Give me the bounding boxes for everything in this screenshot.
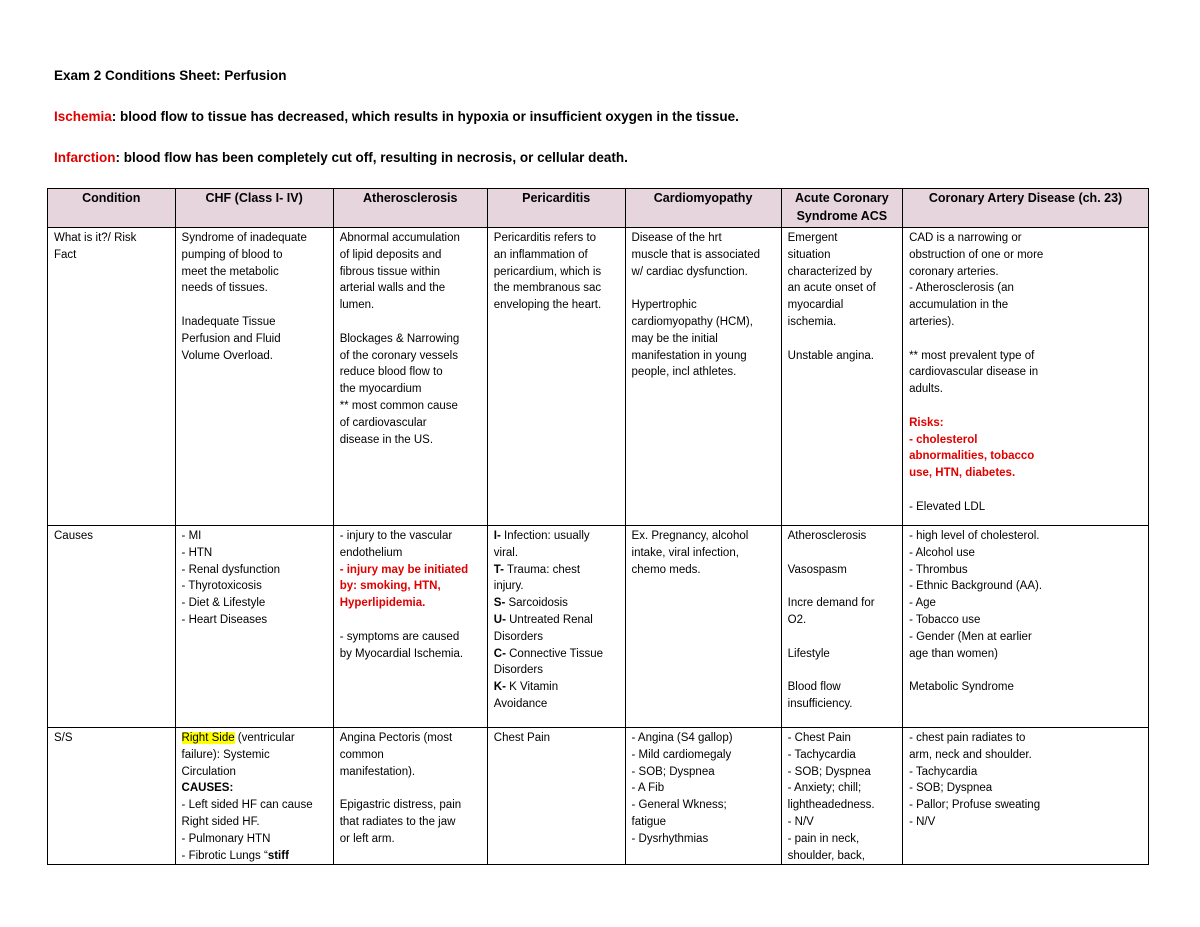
text-line: abnormalities, tobacco [909, 450, 1035, 463]
table-row-signs-symptoms [48, 728, 1149, 865]
cell-lines [788, 528, 896, 713]
text-line: that radiates to the jaw [339, 815, 456, 828]
text-line: - Pallor; Profuse sweating [909, 799, 1041, 812]
mnemonic-line [494, 578, 619, 595]
mnemonic-line [494, 562, 619, 579]
cell-cardiomyopathy [625, 728, 781, 865]
text-line: an acute onset of [787, 282, 876, 295]
text-line: O2. [787, 613, 807, 626]
text-line: reduce blood flow to [339, 366, 443, 379]
text-line: - SOB; Dyspnea [631, 765, 715, 778]
text-line: coronary arteries. [909, 265, 999, 278]
cell-atherosclerosis [333, 728, 487, 865]
text-line: Fact [54, 248, 77, 261]
text-line: arteries). [909, 315, 955, 328]
text-line: age than women) [909, 647, 998, 660]
row-label: Causes [54, 530, 93, 542]
text-line: - Dysrhythmias [631, 832, 709, 845]
text-line [909, 398, 1142, 415]
mnemonic-letter: U- [493, 613, 506, 626]
mnemonic-text: K Vitamin [505, 681, 559, 694]
text-line: - Ethnic Background (AA). [909, 580, 1043, 593]
ischemia-term: Ischemia [54, 109, 112, 124]
mnemonic-text: Untreated Renal [505, 613, 593, 626]
cell-lines [182, 797, 327, 847]
text-line: characterized by [787, 265, 873, 278]
text-line: Inadequate Tissue [181, 315, 276, 328]
text-line: failure): Systemic [181, 748, 270, 761]
text-line: Incre demand for [787, 597, 875, 610]
chf-last-text: - Fibrotic Lungs “ [181, 849, 268, 862]
cell-lines [632, 528, 775, 578]
text-line: w/ cardiac dysfunction. [631, 265, 748, 278]
text-line: cardiovascular disease in [909, 366, 1039, 379]
text-line: an inflammation of [493, 248, 588, 261]
text-line: meet the metabolic [181, 265, 279, 278]
chf-last-line [182, 848, 327, 865]
cell-lines [340, 730, 481, 848]
header-acs: Acute Coronary Syndrome ACS [781, 189, 902, 228]
cell-lines [340, 612, 481, 662]
text-line: chemo meds. [631, 563, 701, 576]
text-line [340, 314, 481, 331]
table-row-causes [48, 526, 1149, 728]
text-line: - Heart Diseases [181, 613, 268, 626]
cell-lines [909, 528, 1142, 696]
text-line: lightheadedness. [787, 799, 875, 812]
text-line: - MI [181, 530, 202, 542]
text-line: obstruction of one or more [909, 248, 1044, 261]
text-line: manifestation in young [631, 349, 747, 362]
text-line: - pain in neck, [787, 832, 860, 845]
mnemonic-text: Connective Tissue [505, 647, 604, 660]
mnemonic-text: viral. [493, 546, 519, 559]
table-header-row [48, 189, 1149, 228]
cell-label [48, 526, 176, 728]
text-line: accumulation in the [909, 299, 1009, 312]
chf-last-bold: stiff [267, 849, 289, 862]
mnemonic-line [494, 528, 619, 545]
text-line: endothelium [339, 546, 403, 559]
cell-cardiomyopathy [625, 228, 781, 526]
mnemonic-text: injury. [493, 580, 524, 593]
cell-lines [788, 730, 896, 864]
text-line: pericardium, which is [493, 265, 602, 278]
mnemonic-letter: S- [493, 597, 506, 610]
cell-lines [632, 730, 775, 848]
text-line: CAD is a narrowing or [909, 232, 1022, 244]
text-line: situation [787, 248, 831, 261]
text-line [632, 280, 775, 297]
text-line: - cholesterol [909, 433, 978, 446]
text-line: - Elevated LDL [909, 500, 986, 513]
mnemonic-letter: T- [493, 563, 505, 576]
text-line: Metabolic Syndrome [909, 681, 1014, 694]
text-line: - injury to the vascular [339, 530, 453, 542]
text-line: shoulder, back, [787, 849, 865, 862]
cell-acs [781, 228, 902, 526]
mnemonic-line [494, 612, 619, 629]
cell-atherosclerosis [333, 526, 487, 728]
cell-lines [182, 528, 327, 629]
text-line: by: smoking, HTN, [339, 580, 441, 593]
text-line: Emergent [787, 232, 838, 244]
cell-lines [54, 230, 169, 264]
text-line: - Tobacco use [909, 613, 981, 626]
text-line: Blood flow [787, 681, 841, 694]
mnemonic-letter: K- [493, 681, 506, 694]
cell-acs [781, 526, 902, 728]
mnemonic-text: Trauma: chest [504, 563, 581, 576]
right-side-highlight: Right Side [181, 732, 235, 744]
text-line [788, 662, 896, 679]
text-line: disease in the US. [339, 433, 434, 446]
text-line: enveloping the heart. [493, 299, 602, 312]
text-line: fibrous tissue within [339, 265, 441, 278]
mnemonic-text: Avoidance [493, 697, 548, 710]
header-chf: CHF (Class I- IV) [175, 189, 333, 228]
mnemonic-line [494, 679, 619, 696]
cell-lines [494, 730, 619, 747]
text-line: ** most prevalent type of [909, 349, 1035, 362]
text-line: - Diet & Lifestyle [181, 597, 266, 610]
text-line: insufficiency. [787, 697, 853, 710]
text-line: Abnormal accumulation [339, 232, 460, 244]
text-line: Unstable angina. [787, 349, 874, 362]
text-line [788, 545, 896, 562]
mnemonic-text: Infection: usually [500, 530, 590, 542]
text-line: Perfusion and Fluid [181, 332, 281, 345]
text-line: Epigastric distress, pain [339, 799, 462, 812]
text-line: - HTN [181, 546, 213, 559]
text-line: - Thyrotoxicosis [181, 580, 262, 593]
text-line: Blockages & Narrowing [339, 332, 460, 345]
text-line: people, incl athletes. [631, 366, 737, 379]
text-line [909, 331, 1142, 348]
text-line: Chest Pain [493, 732, 551, 744]
infarction-definition [54, 150, 628, 165]
mnemonic-line [494, 629, 619, 646]
cell-lines [909, 482, 1142, 516]
text-line: - Mild cardiomegaly [631, 748, 732, 761]
cell-label [48, 728, 176, 865]
text-line: - General Wkness; [631, 799, 727, 812]
text-line: common [339, 748, 384, 761]
text-line [909, 662, 1142, 679]
text-line: of the coronary vessels [339, 349, 458, 362]
mnemonic-line [494, 545, 619, 562]
text-line: arm, neck and shoulder. [909, 748, 1032, 761]
mnemonic-line [494, 595, 619, 612]
text-line: use, HTN, diabetes. [909, 467, 1016, 480]
header-cad: Coronary Artery Disease (ch. 23) [903, 189, 1149, 228]
text-line [340, 780, 481, 797]
ischemia-definition [54, 109, 739, 124]
text-line: ischemia. [787, 315, 837, 328]
text-line: muscle that is associated [631, 248, 761, 261]
cell-chf [175, 526, 333, 728]
text-line: Hypertrophic [631, 299, 697, 312]
cell-cad [903, 228, 1149, 526]
cell-lines [788, 230, 896, 364]
text-line: the myocardium [339, 383, 422, 396]
cell-lines [632, 230, 775, 381]
cell-atherosclerosis [333, 228, 487, 526]
text-line: - Thrombus [909, 563, 968, 576]
mnemonic-letter: C- [493, 647, 506, 660]
row-label: S/S [54, 732, 73, 744]
text-line [909, 482, 1142, 499]
text-line: - Anxiety; chill; [787, 782, 862, 795]
cell-lines [909, 730, 1142, 831]
cell-chf [175, 228, 333, 526]
text-line: cardiomyopathy (HCM), [631, 315, 753, 328]
text-line: Circulation [181, 765, 236, 778]
mnemonic-line [494, 662, 619, 679]
text-line: by Myocardial Ischemia. [339, 647, 464, 660]
chf-first-text: (ventricular [234, 732, 295, 744]
text-line: Right sided HF. [181, 815, 260, 828]
athero-initiators [340, 562, 481, 612]
text-line: intake, viral infection, [631, 546, 739, 559]
text-line: fatigue [631, 815, 667, 828]
text-line: adults. [909, 383, 943, 396]
text-line: Angina Pectoris (most [339, 732, 453, 744]
text-line: needs of tissues. [181, 282, 268, 295]
cell-pericarditis [487, 728, 625, 865]
text-line [788, 629, 896, 646]
chf-causes-label: CAUSES: [181, 782, 234, 795]
text-line: of cardiovascular [339, 416, 427, 429]
text-line: Risks: [909, 416, 944, 429]
text-line [340, 612, 481, 629]
text-line: - Alcohol use [909, 546, 975, 559]
text-line: may be the initial [631, 332, 718, 345]
cell-cad [903, 526, 1149, 728]
text-line: - Tachycardia [909, 765, 978, 778]
text-line: Ex. Pregnancy, alcohol [631, 530, 749, 542]
cell-acs [781, 728, 902, 865]
text-line: - symptoms are caused [339, 630, 460, 643]
text-line: - Chest Pain [787, 732, 851, 744]
text-line: - Atherosclerosis (an [909, 282, 1014, 295]
text-line: the membranous sac [493, 282, 602, 295]
text-line: ** most common cause [339, 399, 458, 412]
text-line: Pericarditis refers to [493, 232, 597, 244]
pericarditis-mnemonic [494, 528, 619, 713]
text-line: - Pulmonary HTN [181, 832, 271, 845]
text-line: What is it?/ Risk [54, 232, 137, 244]
text-line: manifestation). [339, 765, 416, 778]
mnemonic-line [494, 646, 619, 663]
text-line: or left arm. [339, 832, 395, 845]
cell-pericarditis [487, 228, 625, 526]
ischemia-text: : blood flow to tissue has decreased, which results in hypoxia or insufficient oxygen in the tissue. [111, 109, 739, 124]
text-line: - Left sided HF can cause [181, 799, 313, 812]
cell-chf [175, 728, 333, 865]
text-line: Hyperlipidemia. [339, 597, 426, 610]
mnemonic-text: Disorders [493, 664, 543, 677]
text-line: Syndrome of inadequate [181, 232, 307, 244]
infarction-text: : blood flow has been completely cut off, resulting in necrosis, or cellular death. [115, 150, 628, 165]
chf-right-side-line [182, 730, 327, 747]
text-line: - Renal dysfunction [181, 563, 280, 576]
text-line: - N/V [787, 815, 814, 828]
text-line [788, 331, 896, 348]
text-line: - Angina (S4 gallop) [631, 732, 733, 744]
mnemonic-letter: I- [493, 530, 501, 542]
cell-cad [903, 728, 1149, 865]
cell-label [48, 228, 176, 526]
text-line: of lipid deposits and [339, 248, 442, 261]
text-line: - SOB; Dyspnea [787, 765, 871, 778]
cell-lines [340, 528, 481, 562]
header-condition: Condition [48, 189, 176, 228]
cell-cardiomyopathy [625, 526, 781, 728]
text-line [788, 578, 896, 595]
header-atherosclerosis: Atherosclerosis [333, 189, 487, 228]
text-line: - injury may be initiated [339, 563, 469, 576]
header-cardiomyopathy: Cardiomyopathy [625, 189, 781, 228]
header-pericarditis: Pericarditis [487, 189, 625, 228]
mnemonic-line [494, 696, 619, 713]
text-line: - SOB; Dyspnea [909, 782, 993, 795]
text-line: - Tachycardia [787, 748, 856, 761]
text-line: - Gender (Men at earlier [909, 630, 1032, 643]
text-line: lumen. [339, 299, 375, 312]
infarction-term: Infarction [54, 150, 116, 165]
text-line: - Age [909, 597, 936, 610]
text-line: - N/V [909, 815, 936, 828]
cell-lines [340, 230, 481, 448]
text-line: Lifestyle [787, 647, 830, 660]
text-line: - chest pain radiates to [909, 732, 1026, 744]
cell-pericarditis [487, 526, 625, 728]
conditions-table [47, 188, 1149, 865]
text-line: Atherosclerosis [787, 530, 867, 542]
text-line: Volume Overload. [181, 349, 273, 362]
text-line [182, 297, 327, 314]
mnemonic-text: Disorders [493, 630, 543, 643]
text-line: arterial walls and the [339, 282, 446, 295]
text-line: pumping of blood to [181, 248, 283, 261]
cell-lines [182, 747, 327, 781]
text-line: myocardial [787, 299, 844, 312]
table-row-what-is-it [48, 228, 1149, 526]
text-line: Disease of the hrt [631, 232, 722, 244]
text-line: Vasospasm [787, 563, 847, 576]
cell-lines [494, 230, 619, 314]
cell-lines [182, 230, 327, 364]
cad-risks [909, 415, 1142, 482]
page-title: Exam 2 Conditions Sheet: Perfusion [54, 68, 287, 83]
cell-lines [909, 230, 1142, 415]
text-line: - high level of cholesterol. [909, 530, 1040, 542]
text-line: - A Fib [631, 782, 665, 795]
mnemonic-text: Sarcoidosis [505, 597, 568, 610]
